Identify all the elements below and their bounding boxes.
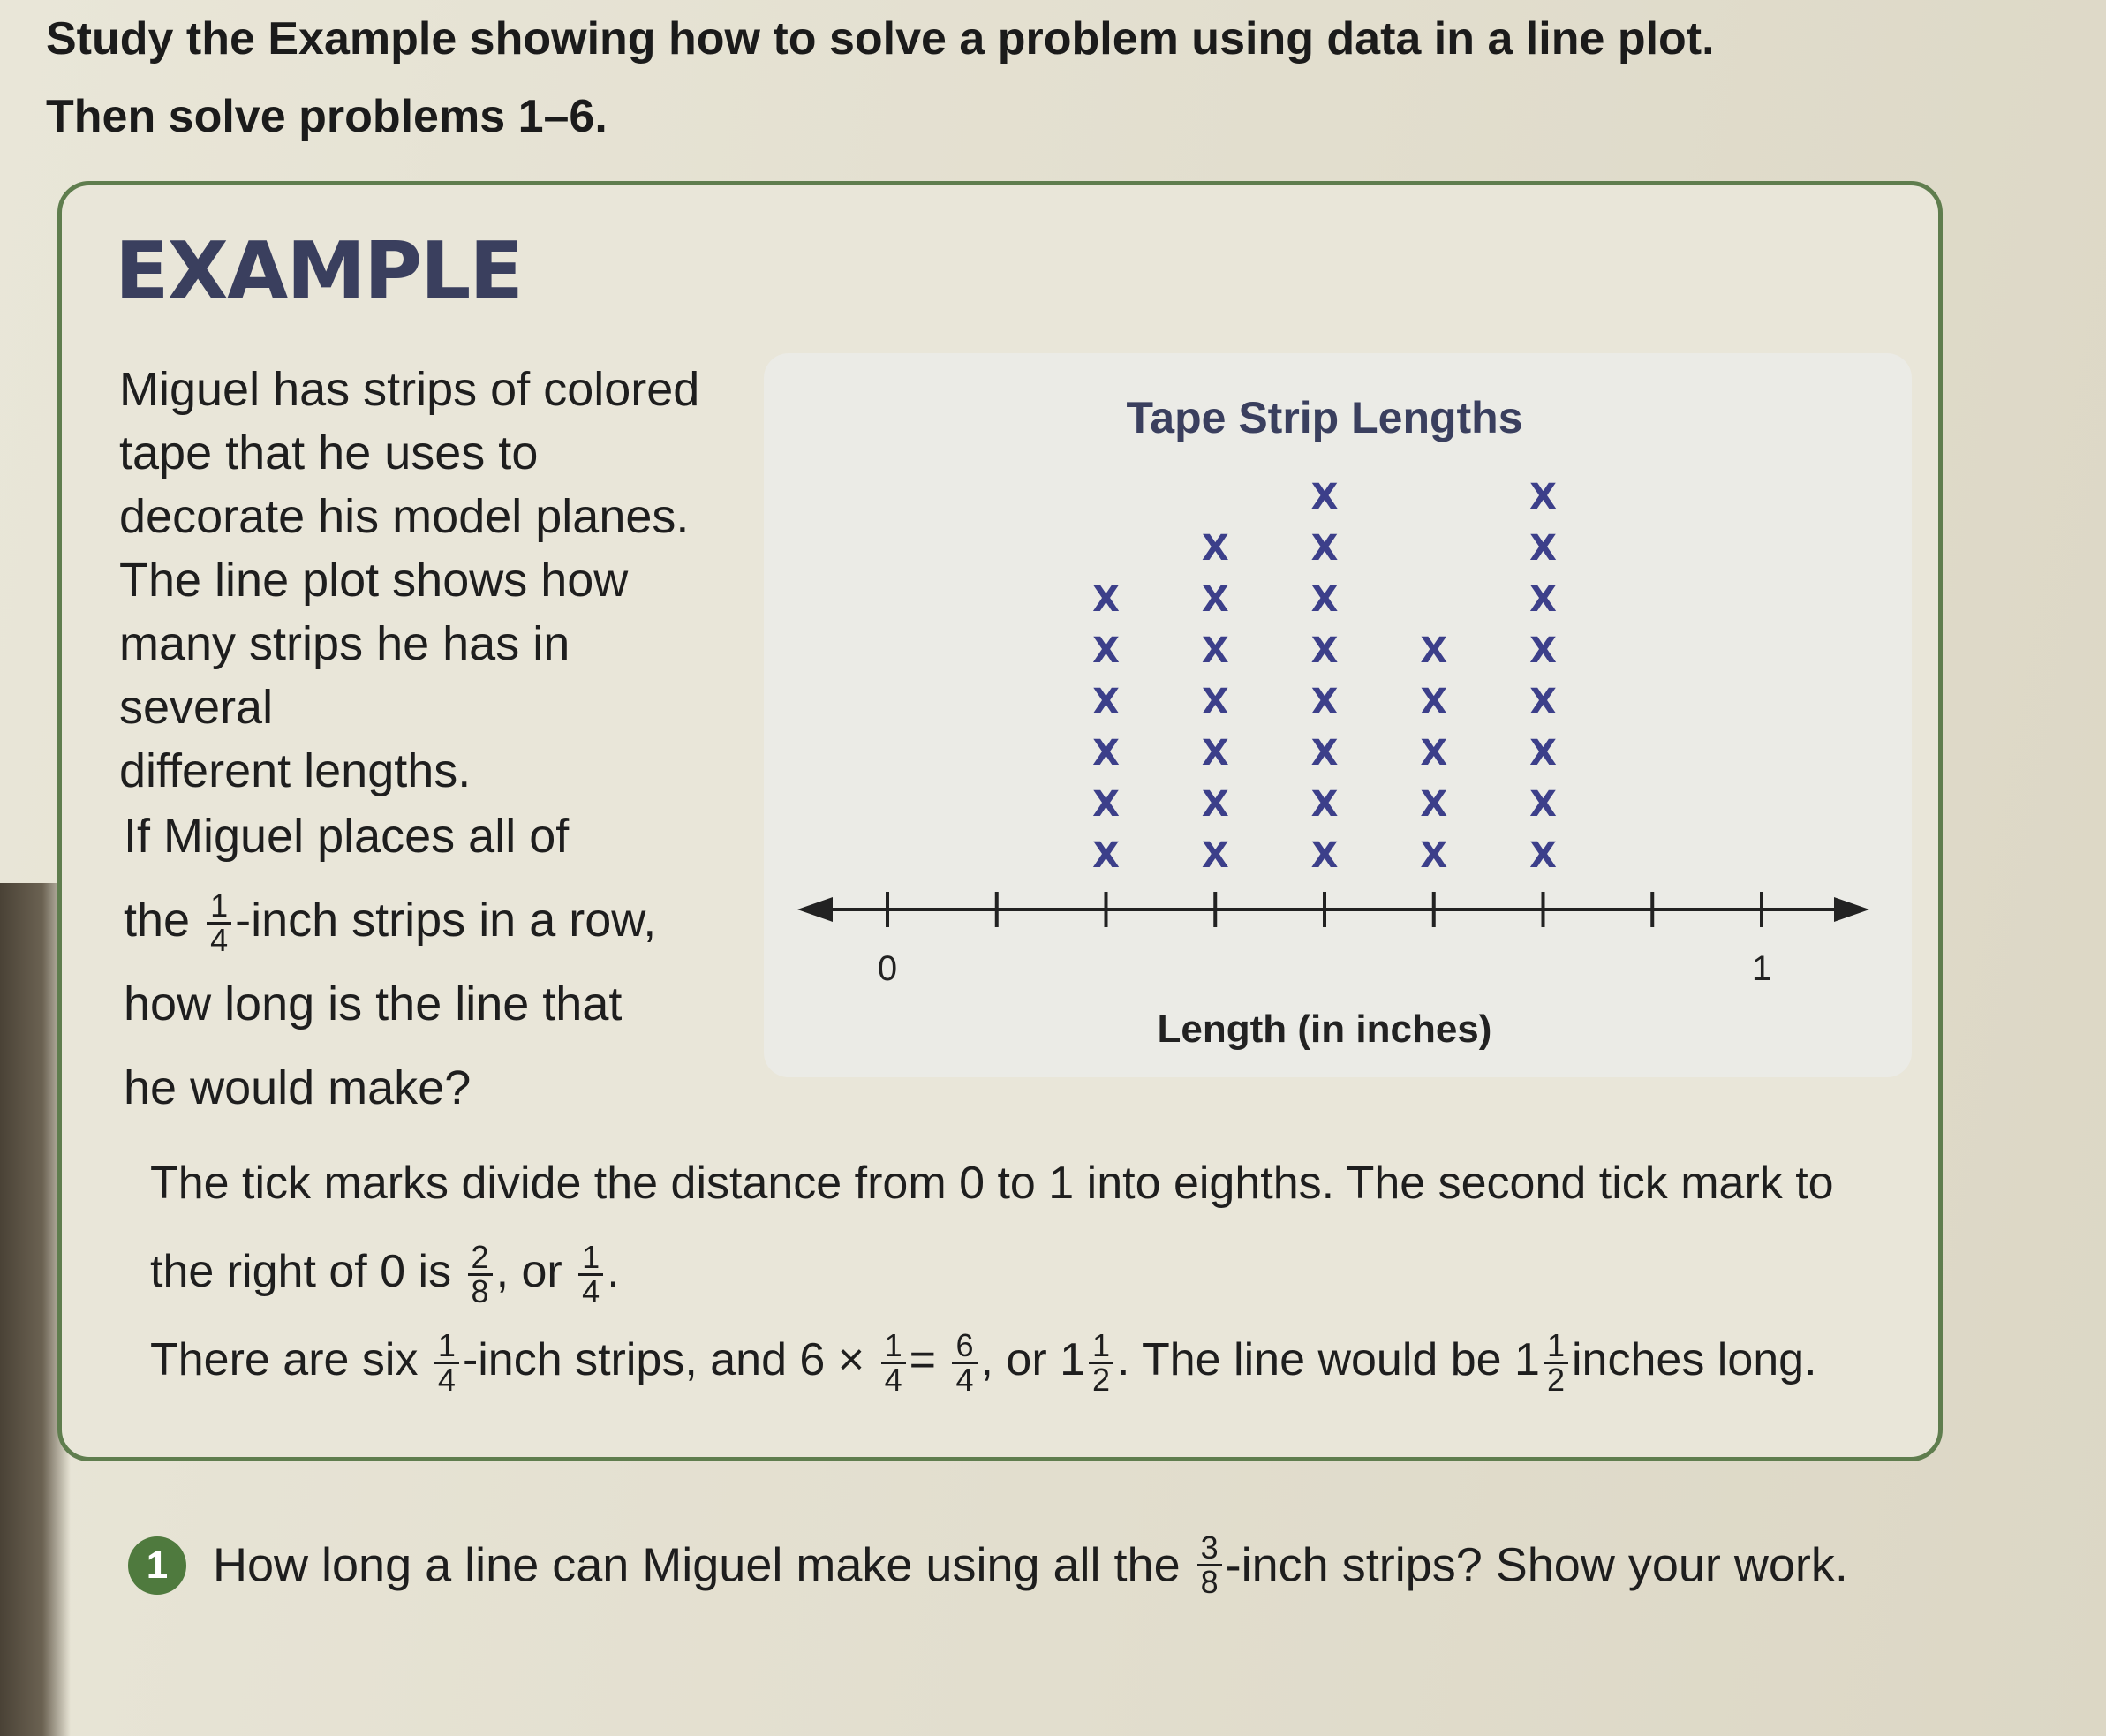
data-point-x: X — [1092, 630, 1120, 671]
question-strips-text: -inch strips in a row, — [235, 894, 657, 947]
problem-1 — [128, 1529, 1848, 1600]
data-point-x: X — [1529, 477, 1557, 517]
example-solution — [150, 1139, 1872, 1404]
fraction-one-fourth — [881, 1326, 906, 1398]
problem-1-text-end: -inch strips? Show your work. — [1225, 1538, 1848, 1592]
fraction-denominator: 4 — [437, 1361, 456, 1398]
data-point-x: X — [1420, 630, 1448, 671]
fraction-denominator: 4 — [884, 1361, 902, 1398]
fraction-denominator: 2 — [1546, 1361, 1565, 1398]
data-point-x: X — [1420, 835, 1448, 876]
question-line-1: If Miguel places all of — [124, 810, 570, 863]
fraction-numerator: 2 — [468, 1242, 493, 1276]
solution-text: = — [909, 1334, 937, 1385]
fraction-denominator: 8 — [471, 1272, 489, 1310]
description-line: many strips he has in several — [119, 617, 570, 734]
data-point-x: X — [1092, 579, 1120, 620]
instructions-line-1: Study the Example showing how to solve a problem using data in a line plot. — [46, 13, 1715, 64]
data-point-x: X — [1310, 630, 1339, 671]
fraction-one-half — [1544, 1326, 1568, 1398]
data-point-x: X — [1420, 733, 1448, 774]
fraction-numerator: 1 — [207, 890, 231, 925]
fraction-denominator: 4 — [210, 922, 229, 959]
fraction-one-half — [1089, 1326, 1113, 1398]
data-point-x: X — [1420, 682, 1448, 722]
solution-text: . — [607, 1246, 620, 1297]
fraction-denominator: 4 — [582, 1272, 600, 1310]
data-point-x: X — [1201, 733, 1229, 774]
solution-text: -inch strips, and 6 × — [462, 1334, 865, 1385]
example-title: EXAMPLE — [115, 225, 522, 318]
solution-text: the right of 0 is — [150, 1246, 452, 1297]
data-point-x: X — [1529, 579, 1557, 620]
x-axis-label: Length (in inches) — [1157, 1008, 1492, 1051]
description-line: Miguel has strips of colored — [119, 363, 700, 416]
data-point-x: X — [1310, 835, 1339, 876]
chart-title: Tape Strip Lengths — [1126, 393, 1523, 442]
data-point-x: X — [1529, 528, 1557, 569]
fraction-numerator: 3 — [1197, 1532, 1222, 1566]
fraction-one-fourth — [578, 1238, 603, 1310]
data-point-x: X — [1201, 682, 1229, 722]
data-point-x: X — [1201, 784, 1229, 825]
solution-text: inches long. — [1572, 1334, 1817, 1385]
line-plot — [764, 353, 1912, 1077]
solution-line-3 — [150, 1316, 1872, 1404]
fraction-numerator: 6 — [952, 1330, 977, 1364]
data-point-x: X — [1310, 682, 1339, 722]
data-point-x: X — [1092, 835, 1120, 876]
example-question — [124, 795, 742, 1130]
data-point-x: X — [1529, 682, 1557, 722]
fraction-denominator: 8 — [1200, 1564, 1219, 1600]
fraction-one-fourth — [434, 1326, 459, 1398]
description-line: The line plot shows how — [119, 554, 629, 607]
description-line: different lengths. — [119, 744, 472, 797]
instructions-line-2: Then solve problems 1–6. — [46, 91, 608, 142]
solution-text: . The line would be 1 — [1117, 1334, 1540, 1385]
fraction-denominator: 2 — [1092, 1361, 1111, 1398]
data-point-x: X — [1201, 835, 1229, 876]
fraction-numerator: 1 — [434, 1330, 459, 1364]
fraction-six-fourths — [952, 1326, 977, 1398]
data-point-x: X — [1529, 835, 1557, 876]
instructions — [46, 0, 1812, 155]
solution-line-1: The tick marks divide the distance from 0 to 1 into eighths. The second tick mark to — [150, 1158, 1834, 1209]
fraction-one-fourth — [207, 887, 231, 959]
data-point-x: X — [1092, 733, 1120, 774]
tick-label: 1 — [1751, 949, 1772, 988]
problem-1-text: How long a line can Miguel make using all the — [213, 1538, 1181, 1592]
question-line-4: he would make? — [124, 1061, 472, 1114]
data-point-x: X — [1529, 630, 1557, 671]
data-point-x: X — [1310, 528, 1339, 569]
data-point-x: X — [1310, 733, 1339, 774]
data-point-x: X — [1529, 784, 1557, 825]
data-point-x: X — [1420, 784, 1448, 825]
fraction-numerator: 1 — [578, 1242, 603, 1276]
fraction-numerator: 1 — [881, 1330, 906, 1364]
fraction-three-eighths — [1197, 1529, 1222, 1600]
data-point-x: X — [1092, 784, 1120, 825]
data-point-x: X — [1092, 682, 1120, 722]
axis-arrow-right — [1834, 897, 1869, 922]
solution-text: , or — [495, 1246, 562, 1297]
example-description — [119, 358, 728, 803]
data-point-x: X — [1201, 579, 1229, 620]
question-line-2 — [124, 879, 742, 962]
question-the: the — [124, 894, 191, 947]
data-point-x: X — [1201, 630, 1229, 671]
data-point-x: X — [1310, 477, 1339, 517]
fraction-denominator: 4 — [955, 1361, 974, 1398]
tick-label: 0 — [877, 949, 898, 988]
data-point-x: X — [1201, 528, 1229, 569]
description-line: decorate his model planes. — [119, 490, 690, 543]
question-line-3: how long is the line that — [124, 977, 623, 1030]
solution-line-2 — [150, 1227, 1872, 1316]
axis-arrow-left — [797, 897, 833, 922]
solution-text: There are six — [150, 1334, 419, 1385]
data-point-x: X — [1529, 733, 1557, 774]
data-point-x: X — [1310, 784, 1339, 825]
fraction-numerator: 1 — [1544, 1330, 1568, 1364]
fraction-two-eighths — [468, 1238, 493, 1310]
description-line: tape that he uses to — [119, 426, 539, 479]
problem-number-badge: 1 — [128, 1536, 186, 1595]
data-point-x: X — [1310, 579, 1339, 620]
solution-text: , or 1 — [980, 1334, 1086, 1385]
fraction-numerator: 1 — [1089, 1330, 1113, 1364]
